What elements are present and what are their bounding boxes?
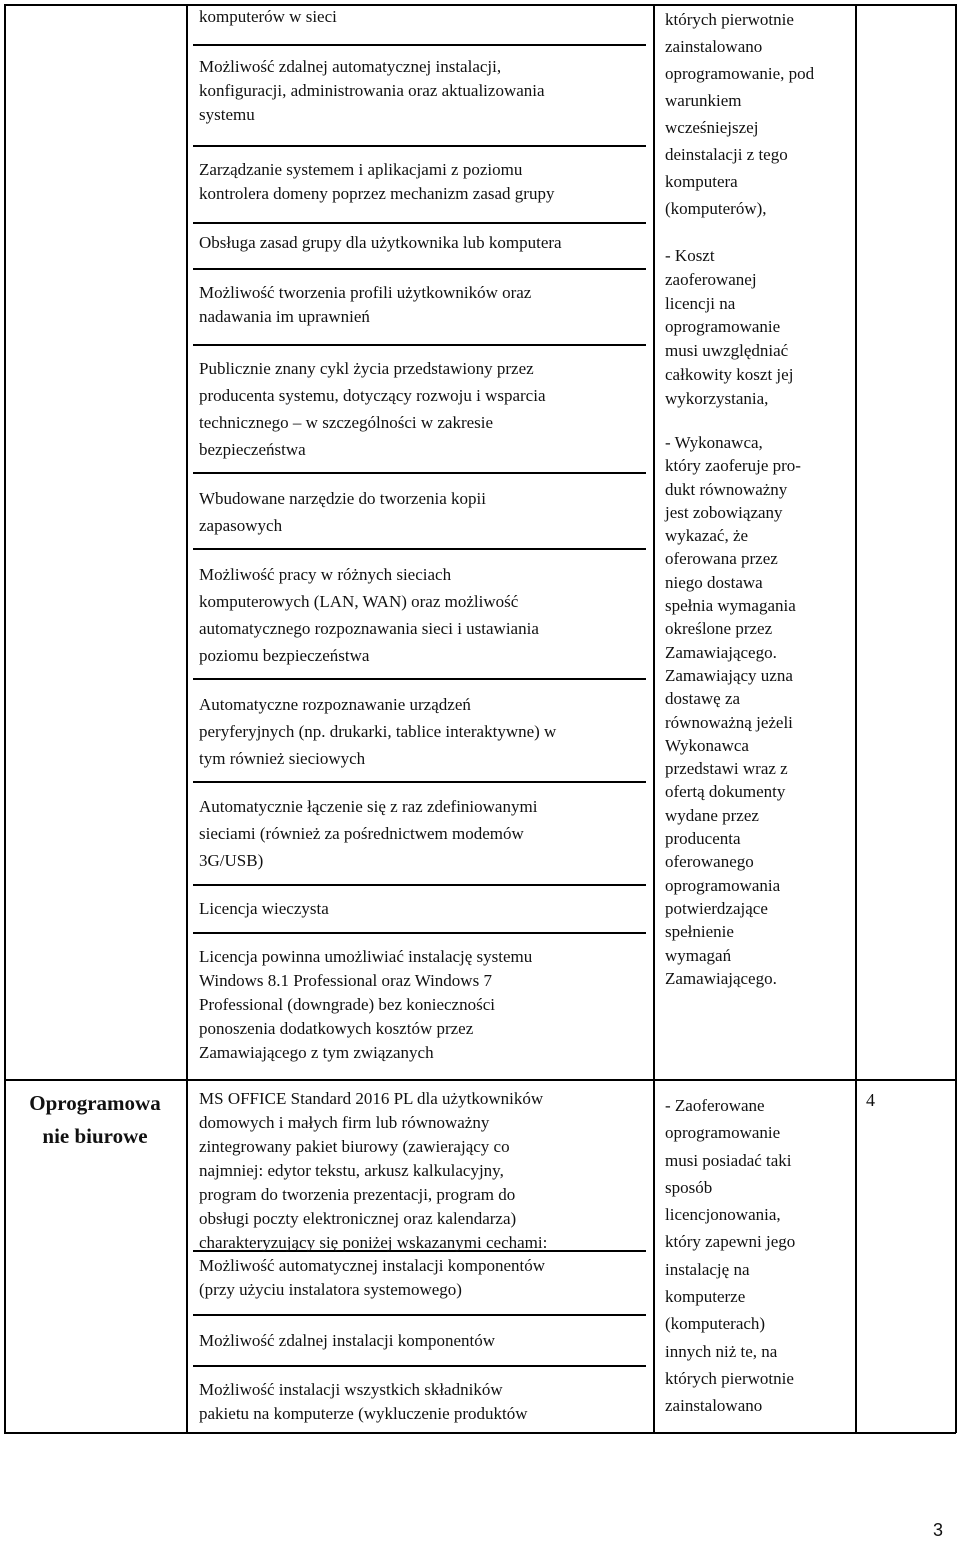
requirement-item xyxy=(199,691,639,772)
conditions-block xyxy=(665,244,847,411)
quantity-value: 4 xyxy=(866,1090,875,1110)
text-line: Oprogramowa xyxy=(29,1091,161,1115)
table-right-border xyxy=(955,4,957,1433)
item-separator xyxy=(193,472,646,474)
text-line: zainstalowano xyxy=(665,37,763,56)
text-line: sieciami (również za pośrednictwem modemów xyxy=(199,824,524,843)
text-line: domowych i małych firm lub równoważny xyxy=(199,1113,490,1132)
text-line: zapasowych xyxy=(199,516,283,535)
requirement-item xyxy=(199,1254,639,1302)
item-separator xyxy=(193,1314,646,1316)
text-line: wydane przez xyxy=(665,805,759,825)
text-line: których pierwotnie xyxy=(665,1368,794,1388)
text-line: Professional (downgrade) bez konieczności xyxy=(199,995,495,1014)
item-separator xyxy=(193,781,646,783)
requirement-item xyxy=(199,281,639,329)
text-line: peryferyjnych (np. drukarki, tablice interaktywne) w xyxy=(199,722,557,741)
text-line: oprogramowanie, pod xyxy=(665,64,815,83)
text-line: Automatycznie łączenie się z raz zdefiniowanymi xyxy=(199,797,538,816)
text-line: pakietu na komputerze (wykluczenie produktów xyxy=(199,1404,528,1423)
item-separator xyxy=(193,268,646,270)
text-line: Możliwość zdalnej instalacji komponentów xyxy=(199,1331,496,1350)
text-line: zaoferowanej xyxy=(665,269,757,289)
text-line: (komputerach) xyxy=(665,1314,766,1334)
text-line: (komputerów), xyxy=(665,199,767,218)
text-line: wymagań xyxy=(665,945,732,965)
text-line: oprogramowanie xyxy=(665,317,781,337)
text-line: który zapewni jego xyxy=(665,1232,796,1252)
item-separator xyxy=(193,145,646,147)
text-line: których pierwotnie xyxy=(665,10,794,29)
text-line: poziomu bezpieczeństwa xyxy=(199,646,370,665)
text-line: Zamawiającego z tym związanych xyxy=(199,1043,434,1062)
text-line: zainstalowano xyxy=(665,1396,763,1416)
text-line: musi uwzględniać xyxy=(665,341,789,361)
text-line: dukt równoważny xyxy=(665,479,788,499)
item-separator xyxy=(193,548,646,550)
text-line: (przy użyciu instalatora systemowego) xyxy=(199,1280,462,1299)
column-separator xyxy=(855,4,857,1433)
text-line: program do tworzenia prezentacji, program do xyxy=(199,1185,516,1204)
text-line: automatycznego rozpoznawania sieci i ustawiania xyxy=(199,619,539,638)
requirement-item xyxy=(199,1087,639,1255)
text-line: nadawania im uprawnień xyxy=(199,307,370,326)
requirement-item xyxy=(199,1329,639,1353)
text-line: Możliwość tworzenia profili użytkowników oraz xyxy=(199,283,532,302)
text-line: Licencja wieczysta xyxy=(199,899,329,918)
requirement-item xyxy=(199,55,639,127)
text-line: - Koszt xyxy=(665,246,715,265)
text-line: bezpieczeństwa xyxy=(199,440,306,459)
text-line: całkowity koszt jej xyxy=(665,364,794,384)
text-line: Możliwość automatycznej instalacji komponentów xyxy=(199,1256,546,1275)
text-line: instalację na xyxy=(665,1259,750,1279)
text-line: nie biurowe xyxy=(42,1124,148,1148)
text-line: wykorzystania, xyxy=(665,388,769,408)
text-line: Automatyczne rozpoznawanie urządzeń xyxy=(199,695,471,714)
text-line: potwierdzające xyxy=(665,898,768,918)
requirement-item xyxy=(199,158,639,206)
text-line: - Wykonawca, xyxy=(665,433,763,452)
text-line: MS OFFICE Standard 2016 PL dla użytkowników xyxy=(199,1089,544,1108)
text-line: Zamawiającego. xyxy=(665,968,777,988)
text-line: Możliwość instalacji wszystkich składników xyxy=(199,1380,503,1399)
requirement-item xyxy=(199,5,639,29)
text-line: producenta xyxy=(665,829,741,849)
table-bottom-border xyxy=(4,1432,956,1434)
text-line: 3G/USB) xyxy=(199,851,264,870)
text-line: oferowana przez xyxy=(665,549,778,569)
text-line: technicznego – w szczególności w zakresie xyxy=(199,413,494,432)
table-left-border xyxy=(4,4,6,1433)
text-line: Licencja powinna umożliwiać instalację systemu xyxy=(199,947,533,966)
column-separator xyxy=(653,4,655,1433)
text-line: dostawę za xyxy=(665,689,741,709)
text-line: musi posiadać taki xyxy=(665,1150,792,1170)
text-line: Możliwość pracy w różnych sieciach xyxy=(199,565,452,584)
text-line: Wykonawca xyxy=(665,735,749,755)
text-line: sposób xyxy=(665,1177,713,1197)
text-line: wykazać, że xyxy=(665,526,749,546)
page-number: 3 xyxy=(933,1520,944,1540)
text-line: oferowanego xyxy=(665,852,754,872)
text-line: jest zobowiązany xyxy=(665,502,783,522)
item-separator xyxy=(193,222,646,224)
item-separator xyxy=(193,44,646,46)
text-line: deinstalacji z tego xyxy=(665,145,788,164)
text-line: komputera xyxy=(665,172,738,191)
requirement-item xyxy=(199,945,639,1065)
text-line: komputerowych (LAN, WAN) oraz możliwość xyxy=(199,592,519,611)
text-line: komputerze xyxy=(665,1287,746,1307)
text-line: Zamawiający uzna xyxy=(665,665,793,685)
text-line: zintegrowany pakiet biurowy (zawierający co xyxy=(199,1137,510,1156)
text-line: - Zaoferowane xyxy=(665,1096,765,1115)
text-line: najmniej: edytor tekstu, arkusz kalkulacyjny, xyxy=(199,1161,504,1180)
requirement-item xyxy=(199,793,639,874)
item-separator xyxy=(193,884,646,886)
text-line: warunkiem xyxy=(665,91,742,110)
text-line: konfiguracji, administrowania oraz aktualizowania xyxy=(199,81,545,100)
text-line: spełnienie xyxy=(665,922,734,942)
column-separator xyxy=(186,4,188,1433)
conditions-block xyxy=(665,431,847,990)
text-line: charakteryzujący się poniżej wskazanymi cechami: xyxy=(199,1233,548,1252)
category-label xyxy=(6,1087,184,1153)
row-separator xyxy=(4,1079,956,1081)
text-line: oprogramowanie xyxy=(665,1123,781,1143)
requirement-item xyxy=(199,561,639,669)
text-line: kontrolera domeny poprzez mechanizm zasad grupy xyxy=(199,184,555,203)
text-line: Publicznie znany cykl życia przedstawiony przez xyxy=(199,359,534,378)
requirement-item xyxy=(199,231,639,255)
text-line: systemu xyxy=(199,105,255,124)
text-line: Wbudowane narzędzie do tworzenia kopii xyxy=(199,489,486,508)
text-line: niego dostawa xyxy=(665,572,763,592)
text-line: przedstawi wraz z xyxy=(665,759,788,779)
item-separator xyxy=(193,1365,646,1367)
text-line: producenta systemu, dotyczący rozwoju i wsparcia xyxy=(199,386,546,405)
text-line: innych niż te, na xyxy=(665,1341,778,1361)
text-line: wcześniejszej xyxy=(665,118,759,137)
text-line: który zaoferuje pro- xyxy=(665,456,801,476)
text-line: obsługi poczty elektronicznej oraz kalendarza) xyxy=(199,1209,517,1228)
text-line: oprogramowania xyxy=(665,875,781,895)
text-line: Zamawiającego. xyxy=(665,642,777,662)
text-line: określone przez xyxy=(665,619,773,639)
text-line: Zarządzanie systemem i aplikacjami z poziomu xyxy=(199,160,523,179)
conditions-block xyxy=(665,1092,847,1420)
requirement-item xyxy=(199,355,639,463)
requirement-item xyxy=(199,897,639,921)
text-line: Obsługa zasad grupy dla użytkownika lub komputera xyxy=(199,233,562,252)
item-separator xyxy=(193,932,646,934)
text-line: Możliwość zdalnej automatycznej instalacji, xyxy=(199,57,502,76)
requirement-item xyxy=(199,1378,639,1426)
text-line: komputerów w sieci xyxy=(199,7,337,26)
text-line: Windows 8.1 Professional oraz Windows 7 xyxy=(199,971,492,990)
text-line: tym również sieciowych xyxy=(199,749,366,768)
text-line: ponoszenia dodatkowych kosztów przez xyxy=(199,1019,474,1038)
text-line: ofertą dokumenty xyxy=(665,782,786,802)
requirement-item xyxy=(199,485,639,539)
conditions-block xyxy=(665,6,847,222)
item-separator xyxy=(193,678,646,680)
text-line: licencjonowania, xyxy=(665,1205,781,1225)
text-line: spełnia wymagania xyxy=(665,596,796,616)
text-line: równoważną jeżeli xyxy=(665,712,793,732)
text-line: licencji na xyxy=(665,293,736,313)
item-separator xyxy=(193,344,646,346)
